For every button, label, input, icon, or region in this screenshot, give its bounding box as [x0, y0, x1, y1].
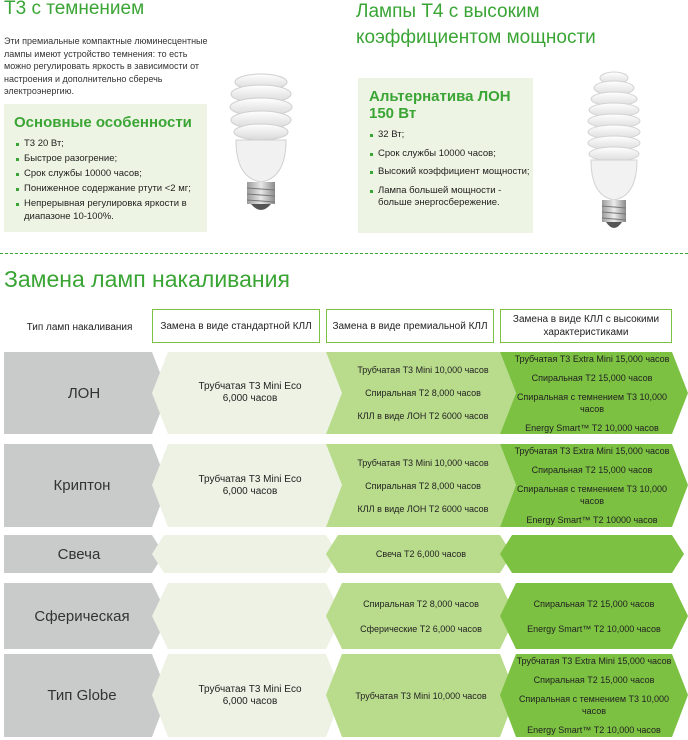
- cell-line: Спиральная Т2 15,000 часов: [531, 372, 653, 383]
- cell-premium-lon: [340, 352, 506, 434]
- cell-line: Спиральная Т2 8,000 часов: [365, 480, 481, 491]
- cell-line: КЛЛ в виде ЛОН Т2 6000 часов: [357, 503, 489, 514]
- header-lamp-type: Тип ламп накаливания: [26, 321, 133, 333]
- header-standard-cfl: Замена в виде стандартной КЛЛ: [152, 309, 320, 343]
- row-label-spherical: Сферическая: [34, 607, 130, 625]
- section-title: Замена ламп накаливания: [4, 266, 290, 292]
- cell-line: Energy Smart™ Т2 10,000 часов: [527, 623, 661, 634]
- cell-line: Трубчатая Т3 Extra Mini 15,000 часов: [516, 656, 672, 666]
- cell-line: 6,000 часов: [222, 695, 278, 707]
- cell-premium-krypton: [340, 444, 506, 527]
- row-label-globe: Тип Globe: [47, 687, 117, 704]
- row-label-lon: ЛОН: [67, 384, 101, 402]
- t4-title: Лампы Т4 с высоким коэффициентом мощности: [356, 1, 596, 48]
- cell-premium-globe: [336, 654, 506, 737]
- header-premium-cfl: Замена в виде премиальной КЛЛ: [326, 309, 494, 343]
- cell-line: Трубчатая Т3 Mini Eco: [198, 381, 302, 392]
- cell-line: Трубчатая Т3 Mini Eco: [198, 473, 302, 485]
- cell-line: Свеча Т2 6,000 часов: [375, 549, 467, 559]
- cell-line: Спиральная Т2 8,000 часов: [363, 598, 479, 609]
- cell-line: Спиральная Т2 15,000 часов: [533, 675, 655, 685]
- list-item: Лампа большей мощности - больше энергосбережение.: [370, 185, 530, 210]
- cell-high-globe: [510, 654, 678, 737]
- list-item: Непрерывная регулировка яркости в диапазоне 10-100%.: [16, 198, 206, 223]
- row-label-krypton: Криптон: [53, 477, 111, 494]
- list-item: 32 Вт;: [370, 129, 530, 142]
- cell-high-krypton: [506, 444, 678, 527]
- cell-premium-candle: [336, 535, 506, 573]
- list-item: Срок службы 10000 часов;: [370, 148, 530, 161]
- cell-line: Energy Smart™ Т2 10000 часов: [526, 515, 658, 525]
- header-high-performance-cfl: Замена в виде КЛЛ с высокими характеристиками: [500, 309, 672, 343]
- cell-line: Сферические Т2 6,000 часов: [360, 623, 482, 634]
- cell-premium-spherical: [336, 583, 506, 649]
- cell-line: Трубчатая Т3 Mini Eco: [198, 683, 302, 695]
- cell-line: 6,000 часов: [222, 485, 278, 497]
- cell-line: КЛЛ в виде ЛОН Т2 6000 часов: [357, 411, 489, 421]
- cell-line: Energy Smart™ Т2 10,000 часов: [527, 725, 661, 735]
- cell-high-lon: [506, 352, 678, 434]
- cell-standard-globe: [170, 654, 330, 737]
- cell-line: Спиральная Т2 15,000 часов: [531, 465, 653, 475]
- cell-standard-lon: [170, 352, 330, 434]
- cell-line: Трубчатая Т3 Extra Mini 15,000 часов: [514, 446, 670, 456]
- t3-description: Эти премиальные компактные люминесцентные лампы имеют устройство темнения: то есть можно регулировать яркость в зависимости от настроения и дополнительно сберечь электроэнергию.: [4, 36, 208, 96]
- cell-line: Energy Smart™ Т2 10,000 часов: [525, 422, 659, 433]
- t3-features-title: Основные особенности: [14, 114, 192, 131]
- cell-line: Трубчатая Т3 Extra Mini 15,000 часов: [514, 353, 670, 364]
- list-item: Высокий коэффициент мощности;: [370, 166, 530, 179]
- cell-line: Трубчатая Т3 Mini 10,000 часов: [357, 457, 489, 468]
- row-label-candle: Свеча: [57, 545, 101, 563]
- cell-line: Спиральная с темнением Т3 10,000 часов: [518, 694, 670, 716]
- t4-features-title: Альтернатива ЛОН 150 Вт: [369, 88, 511, 122]
- cell-high-spherical: [510, 583, 678, 649]
- list-item: Быстрое разогрение;: [16, 153, 206, 166]
- cell-standard-krypton: [170, 444, 330, 527]
- list-item: Срок службы 10000 часов;: [16, 168, 206, 181]
- cell-line: Спиральная с темнением Т3 10,000 часов: [516, 391, 668, 414]
- cell-line: Трубчатая Т3 Mini 10,000 часов: [357, 365, 489, 375]
- list-item: Т3 20 Вт;: [16, 138, 206, 151]
- cell-line: Трубчатая Т3 Mini 10,000 часов: [355, 690, 487, 701]
- list-item: Пониженное содержание ртути <2 мг;: [16, 183, 206, 196]
- t3-title: Т3 с темнением: [4, 0, 145, 19]
- cell-line: Спиральная с темнением Т3 10,000 часов: [516, 484, 668, 506]
- cell-line: Спиральная Т2 8,000 часов: [365, 388, 481, 398]
- cell-line: 6,000 часов: [222, 393, 278, 404]
- cell-line: Спиральная Т2 15,000 часов: [533, 598, 655, 609]
